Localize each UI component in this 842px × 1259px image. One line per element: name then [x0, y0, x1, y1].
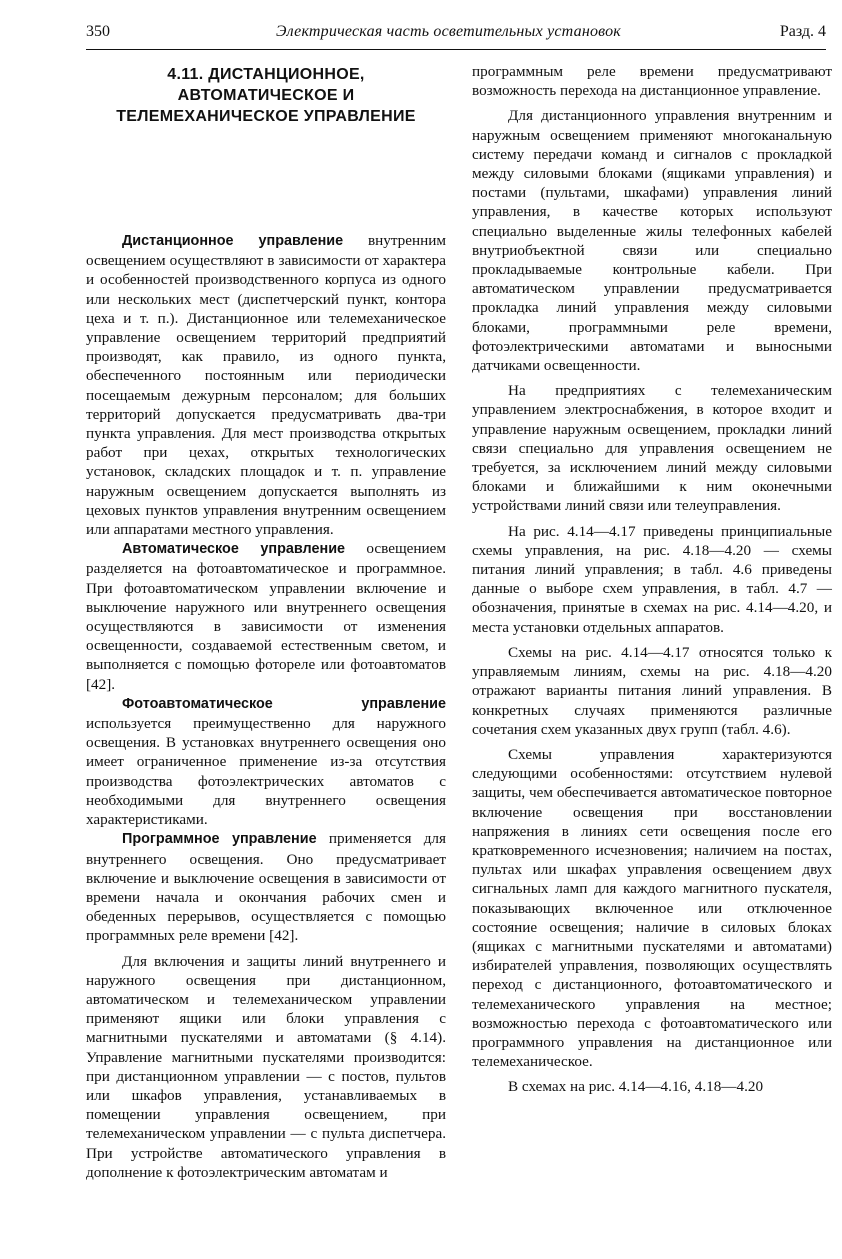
paragraph [86, 231, 446, 539]
paragraph: Схемы на рис. 4.14—4.17 относятся только к управляемым линиям, схемы на рис. 4.18—4.20 отражают варианты питания линий управления. В конкретных случаях применяются различные сочетания схем указанных двух групп (табл. 4.6). [472, 643, 832, 738]
paragraph-text: применяется для внутреннего освещения. Оно предусматривает включение и выключение освещения в зависимости от времени начала и окончания рабочих смен и обеденных перерывов, осуществляется с помощью программных реле времени [42]. [86, 830, 446, 945]
paragraph-text: используется преимущественно для наружного освещения. В установках внутреннего освещения оно имеет ограниченное применение из-за отсутствия производства фотоэлектрических автоматов с необходимыми для внутреннего освещения характеристиками. [86, 715, 446, 829]
paragraph [86, 694, 446, 829]
paragraph-lead: Дистанционное управление [122, 233, 344, 249]
paragraph: На предприятиях с телемеханическим управлением электроснабжения, в которое входит и управление наружным освещением, прокладки линий связи специально для управления освещением не требуется, за исключением линий между силовыми блоками и ближайшими к ним оконечными устройствами линий связи или телеуправления. [472, 382, 832, 515]
paragraph-lead: Программное управление [122, 831, 317, 848]
paragraph [86, 829, 446, 945]
section-title-line: 4.11. ДИСТАНЦИОННОЕ, [167, 66, 365, 83]
paragraph: Для включения и защиты линий внутреннего и наружного освещения при дистанционном, автоматическом и телемеханическом управлении применяют ящики или блоки управления с магнитными пускателями и автоматами (§ 4.14). Управление магнитными пускателями производится: при дистанционном управлении — с постов, пультов или шкафов управления, устанавливаемых в помещении управления освещением, при телемеханическом управлении — с пульта диспетчера. При устройстве автоматического управления в дополнение к фотоэлектрическим автоматам и [86, 952, 446, 1181]
paragraph-lead: Фотоавтоматическое управление [122, 695, 446, 712]
paragraph-text: внутренним освещением осуществляют в зависимости от характера и особенностей производственного корпуса из одного или нескольких мест (диспетчерский пункт, контора цеха и т. п.). Дистанционное или телемеханическое управление освещением территорий предприятий производят, как правило, из одного пункта, обеспеченного постоянным или периодически посещаемым дежурным персоналом; для больших территорий допускается предусматривать два-три пункта управления. Для мест производства открытых работ при цехах, открытых технологических установок, складских площадок и т. п. управление наружным освещением допускается выполнять из цеховых пунктов управления внутренним освещением или аппаратами местного управления. [86, 232, 446, 539]
paragraph-text: освещением разделяется на фотоавтоматическое и программное. При фотоавтоматическом управлении включение и выключение наружного или внутреннего освещения осуществляются в зависимости от изменения освещенности, создаваемой естественным светом, и выполняется с помощью фотореле или фотоавтоматов [42]. [86, 540, 446, 693]
paragraph: Для дистанционного управления внутренним и наружным освещением применяют многоканальную систему передачи команд и сигналов с прокладкой между силовыми блоками (ящиками управления) и постами (пультами, шкафами) управления линий управления, в качестве которых используют специально выделенные жилы телефонных кабелей внутриобъектной связи или специально прокладываемые контрольные кабели. При автоматическом управлении предусматривается прокладка линий управления между силовыми блоками, программными реле времени, фотоэлектрическими автоматами и выносными датчиками освещенности. [472, 107, 832, 375]
right-column [472, 62, 832, 1097]
section-title-line: ТЕЛЕМЕХАНИЧЕСКОЕ УПРАВЛЕНИЕ [116, 108, 416, 125]
paragraph: В схемах на рис. 4.14—4.16, 4.18—4.20 [508, 1078, 764, 1096]
section-label: Разд. 4 [779, 23, 826, 40]
paragraph: программным реле времени предусматривают возможность перехода на дистанционное управление. [472, 63, 832, 100]
paragraph: Схемы управления характеризуются следующими особенностями: отсутствием нулевой защиты, чем обеспечивается автоматическое повторное включение освещения при восстановлении напряжения в линиях сети освещения после его кратковременного исчезновения; наличием на постах, пультах или шкафах управления освещением двух сигнальных ламп для каждого магнитного пускателя, показывающих включенное или отключенное состояние освещения; наличие в силовых блоках (ящиках с магнитными пускателями и автоматами) избирателей управления, позволяющих осуществлять переход с дистанционного, фотоавтоматического и телемеханического управления на местное; возможностью перехода с фотоавтоматического или программного управления на дистанционное или телемеханическое. [472, 745, 832, 1071]
paragraph [86, 539, 446, 694]
page-header [86, 18, 826, 46]
left-column [86, 64, 446, 1182]
running-title: Электрическая часть осветительных установок [276, 23, 621, 40]
section-title-line: АВТОМАТИЧЕСКОЕ И [177, 87, 355, 104]
page-number: 350 [86, 23, 110, 40]
section-title [86, 64, 446, 127]
paragraph: На рис. 4.14—4.17 приведены принципиальные схемы управления, на рис. 4.18—4.20 — схемы питания линий управления; в табл. 4.6 приведены данные о выборе схем управления, в табл. 4.7 — обозначения, принятые в схемах на рис. 4.14—4.20, и места установки отдельных аппаратов. [472, 522, 832, 636]
paragraph-lead: Автоматическое управление [122, 541, 346, 558]
header-rule [86, 49, 826, 50]
